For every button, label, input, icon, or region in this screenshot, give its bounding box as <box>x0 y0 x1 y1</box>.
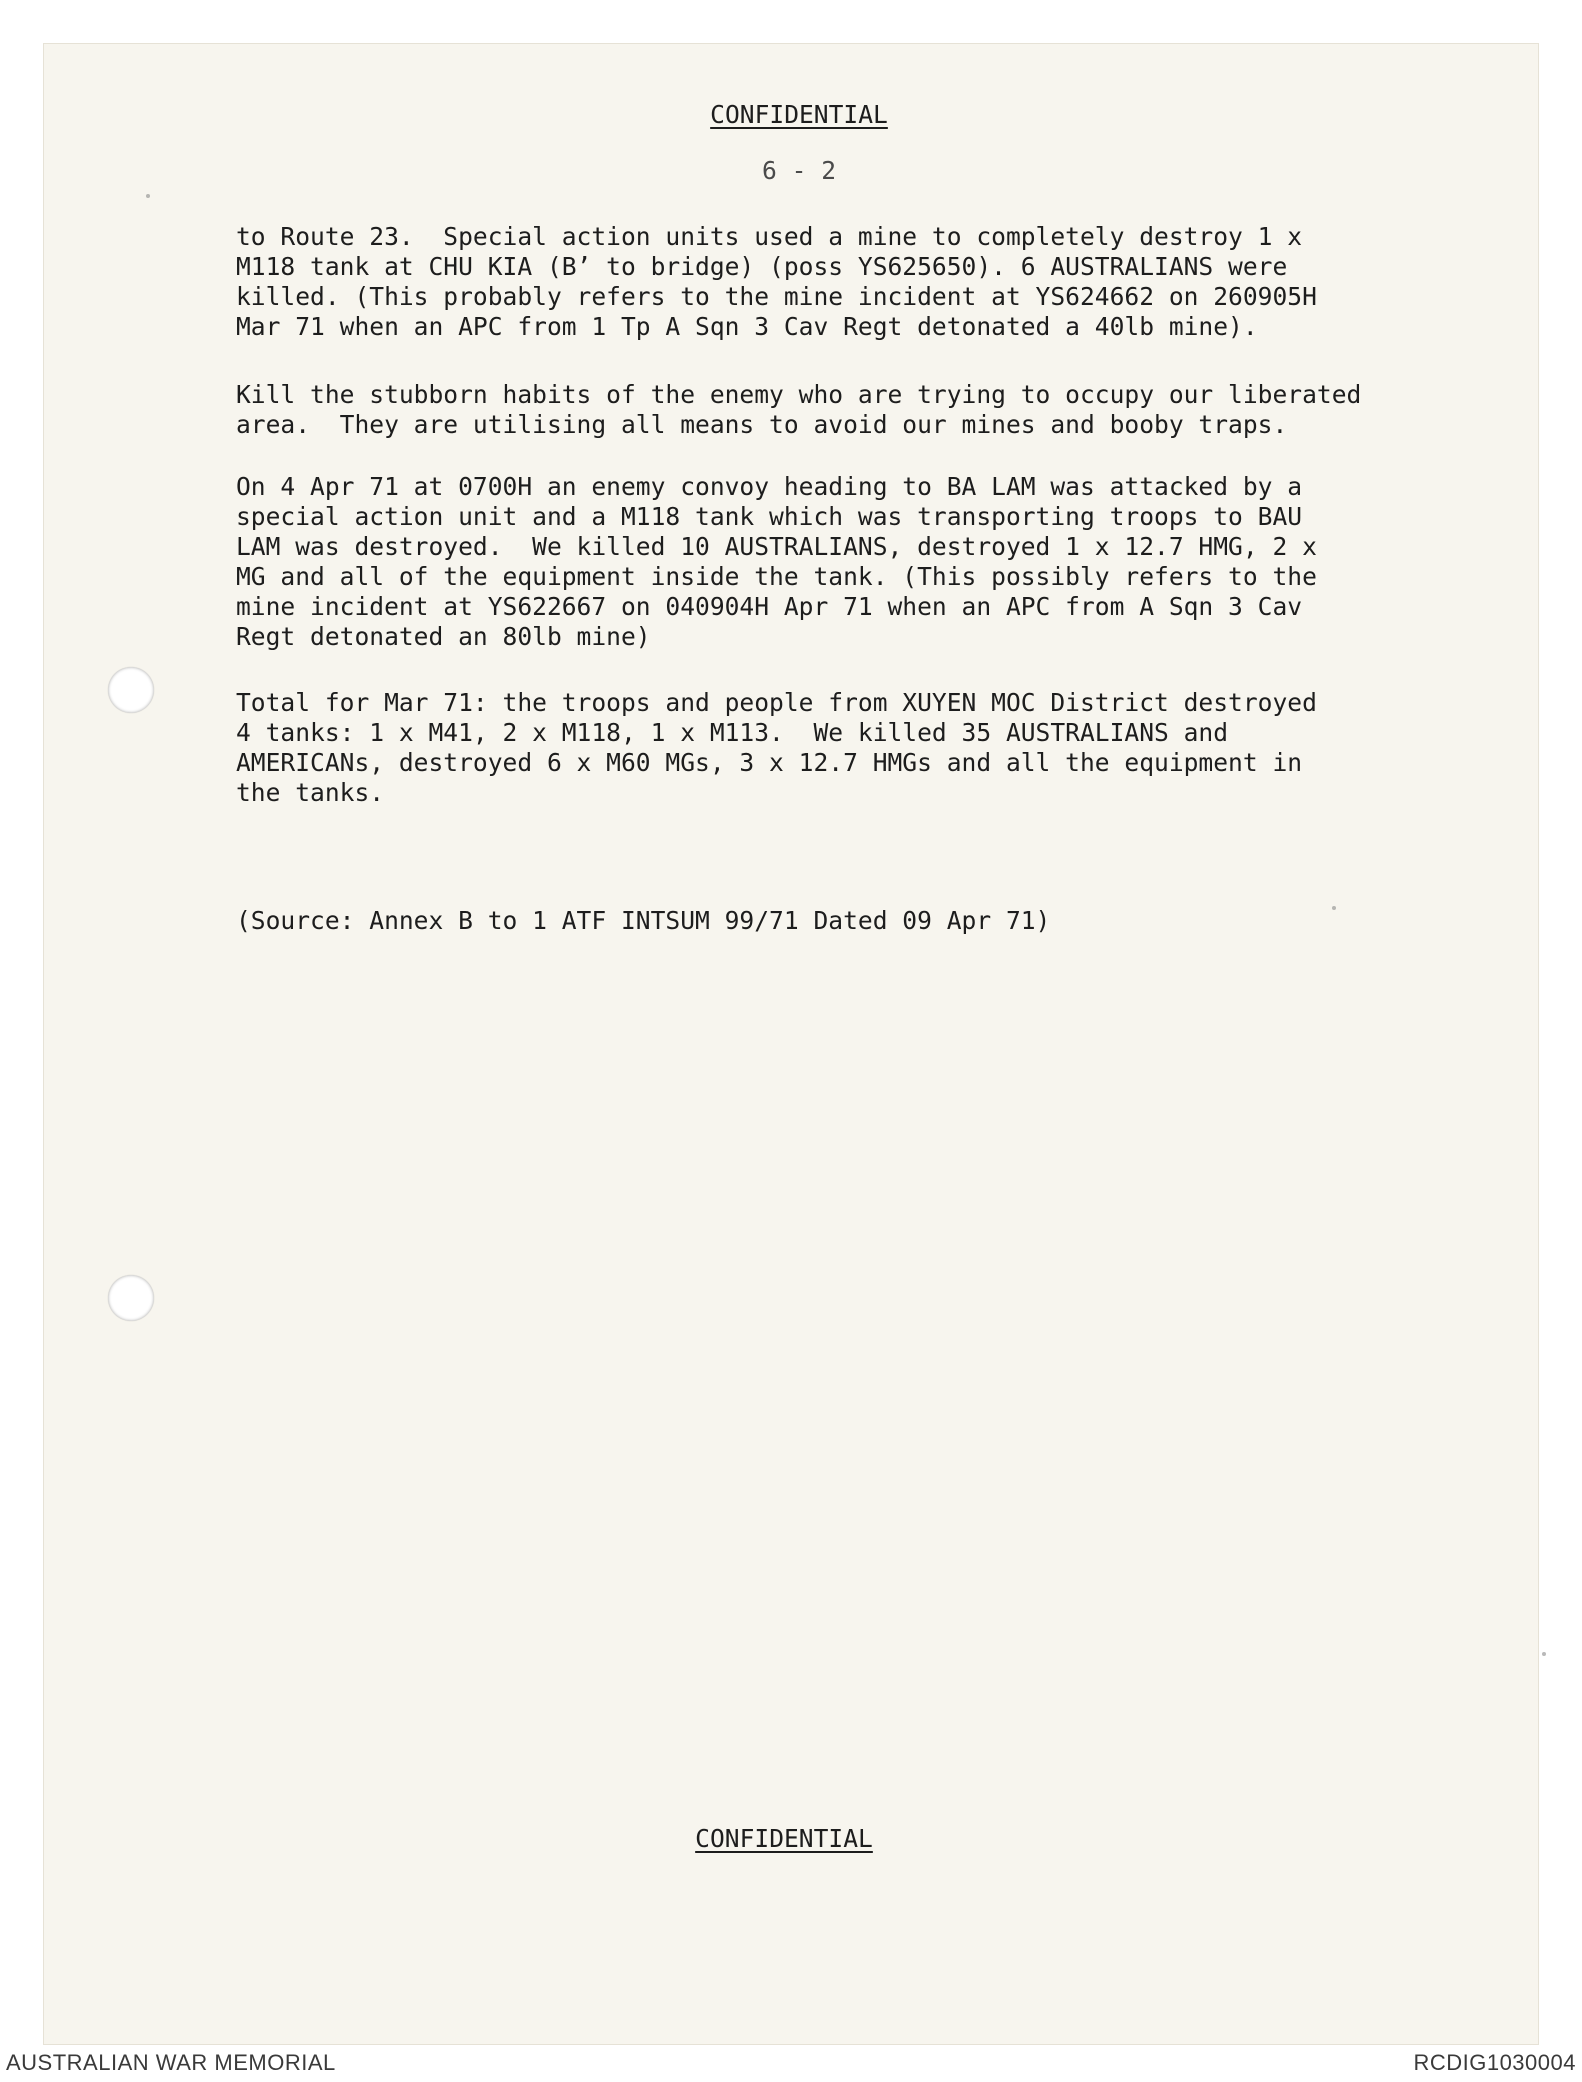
header-classification: CONFIDENTIAL <box>710 100 888 129</box>
text-line: On 4 Apr 71 at 0700H an enemy convoy heading to BA LAM was attacked by a <box>236 472 1303 501</box>
text-line: 4 tanks: 1 x M41, 2 x M118, 1 x M113. We killed 35 AUSTRALIANS and <box>236 718 1229 747</box>
text-line: mine incident at YS622667 on 040904H Apr 71 when an APC from A Sqn 3 Cav <box>236 592 1303 621</box>
text-line: Total for Mar 71: the troops and people from XUYEN MOC District destroyed <box>236 688 1317 717</box>
text-line: LAM was destroyed. We killed 10 AUSTRALIANS, destroyed 1 x 12.7 HMG, 2 x <box>236 532 1317 561</box>
text-line: M118 tank at CHU KIA (B’ to bridge) (poss YS625650). 6 AUSTRALIANS were <box>236 252 1288 281</box>
reverse-side-bleed <box>284 684 1484 1584</box>
paper-speck <box>1542 1652 1546 1656</box>
archive-caption-left: AUSTRALIAN WAR MEMORIAL <box>6 2050 336 2075</box>
text-line: AMERICANs, destroyed 6 x M60 MGs, 3 x 12.7 HMGs and all the equipment in <box>236 748 1303 777</box>
document-sheet <box>44 44 1538 2044</box>
text-line: area. They are utilising all means to avoid our mines and booby traps. <box>236 410 1288 439</box>
paper-speck <box>146 194 150 198</box>
text-line: killed. (This probably refers to the mine incident at YS624662 on 260905H <box>236 282 1317 311</box>
punch-hole-bottom <box>108 1275 154 1321</box>
text-line: the tanks. <box>236 778 385 807</box>
punch-hole-top <box>108 667 154 713</box>
page-number: 6 - 2 <box>761 156 837 185</box>
text-line: to Route 23. Special action units used a mine to completely destroy 1 x <box>236 222 1303 251</box>
text-line: Kill the stubborn habits of the enemy who are trying to occupy our liberated <box>236 380 1362 409</box>
source-note: (Source: Annex B to 1 ATF INTSUM 99/71 Dated 09 Apr 71) <box>236 906 1051 935</box>
text-line: Mar 71 when an APC from 1 Tp A Sqn 3 Cav Regt detonated a 40lb mine). <box>236 312 1258 341</box>
archive-caption-right: RCDIG1030004 <box>1413 2050 1576 2075</box>
text-line: Regt detonated an 80lb mine) <box>236 622 651 651</box>
footer-classification: CONFIDENTIAL <box>695 1824 873 1853</box>
text-line: special action unit and a M118 tank which was transporting troops to BAU <box>236 502 1303 531</box>
text-line: MG and all of the equipment inside the tank. (This possibly refers to the <box>236 562 1317 591</box>
